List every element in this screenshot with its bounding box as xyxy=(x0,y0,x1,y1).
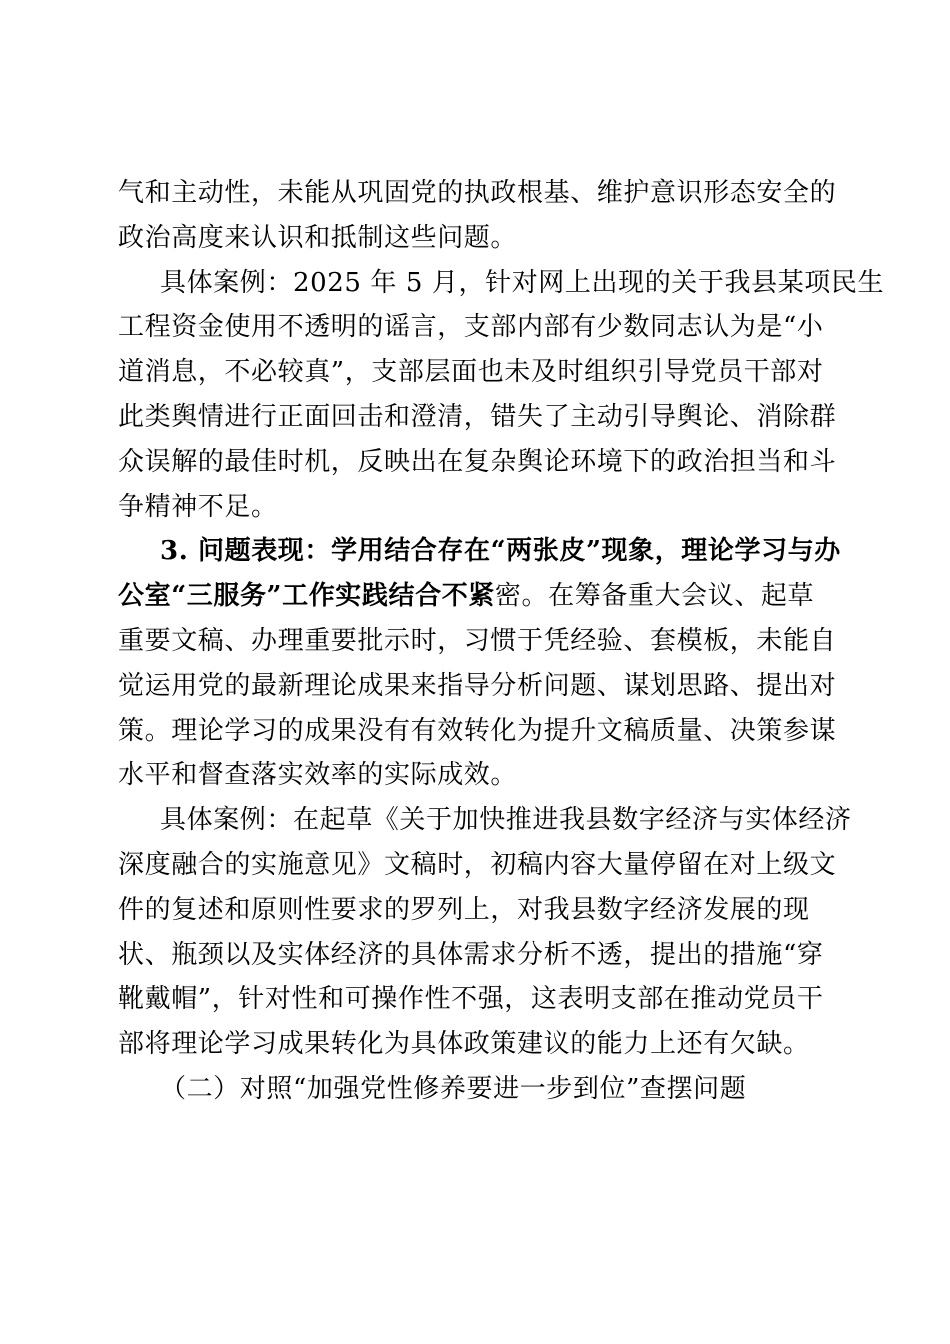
paragraph-case-1 xyxy=(118,261,885,530)
text-line: 件的复述和原则性要求的罗列上，对我县数字经济发展的现 xyxy=(118,894,810,925)
section-heading: （二）对照“加强党性修养要进一步到位”查摆问题 xyxy=(160,1073,747,1104)
text-line: 部将理论学习成果转化为具体政策建议的能力上还有欠缺。 xyxy=(118,1029,810,1060)
text-line: 靴戴帽”，针对性和可操作性不强，这表明支部在推动党员干 xyxy=(118,984,824,1015)
text-line: 状、瓶颈以及实体经济的具体需求分析不透，提出的措施“穿 xyxy=(118,939,824,970)
text-span: 密。在筹备重大会议、起草 xyxy=(494,581,815,612)
text-line xyxy=(118,574,818,619)
text-line: 此类舆情进行正面回击和澄清，错失了主动引导舆论、消除群 xyxy=(118,401,837,432)
text-line: 具体案例：在起草《关于加快推进我县数字经济与实体经济 xyxy=(160,805,852,836)
text-line: 重要文稿、办理重要批示时，习惯于凭经验、套模板，未能自 xyxy=(118,625,837,656)
text-line: 政治高度来认识和抵制这些问题。 xyxy=(118,222,518,253)
text-line: 深度融合的实施意见》文稿时，初稿内容大量停留在对上级文 xyxy=(118,849,837,880)
text-line: 水平和督查落实效率的实际成效。 xyxy=(118,760,518,791)
paragraph-1 xyxy=(118,171,837,261)
text-line: 道消息，不必较真”，支部层面也未及时组织引导党员干部对 xyxy=(118,357,824,388)
text-line: 觉运用党的最新理论成果来指导分析问题、谋划思路、提出对 xyxy=(118,670,837,701)
problem-heading-continued: 公室“三服务”工作实践结合不紧 xyxy=(118,581,495,612)
text-line: 气和主动性，未能从巩固党的执政根基、维护意识形态安全的 xyxy=(118,178,837,208)
text-line: 工程资金使用不透明的谣言，支部内部有少数同志认为是“小 xyxy=(118,312,824,343)
problem-heading-line: 3. 问题表现：学用结合存在“两张皮”现象，理论学习与办 xyxy=(160,536,841,567)
text-line: 策。理论学习的成果没有有效转化为提升文稿质量、决策参谋 xyxy=(118,715,837,746)
paragraph-case-2 xyxy=(118,798,852,1067)
text-line: 争精神不足。 xyxy=(118,491,278,522)
document-page xyxy=(118,171,885,1112)
text-line: 众误解的最佳时机，反映出在复杂舆论环境下的政治担当和斗 xyxy=(118,446,837,477)
text-line: 具体案例：2025 年 5 月，针对网上出现的关于我县某项民生 xyxy=(160,267,885,298)
paragraph-problem-3 xyxy=(118,529,841,798)
